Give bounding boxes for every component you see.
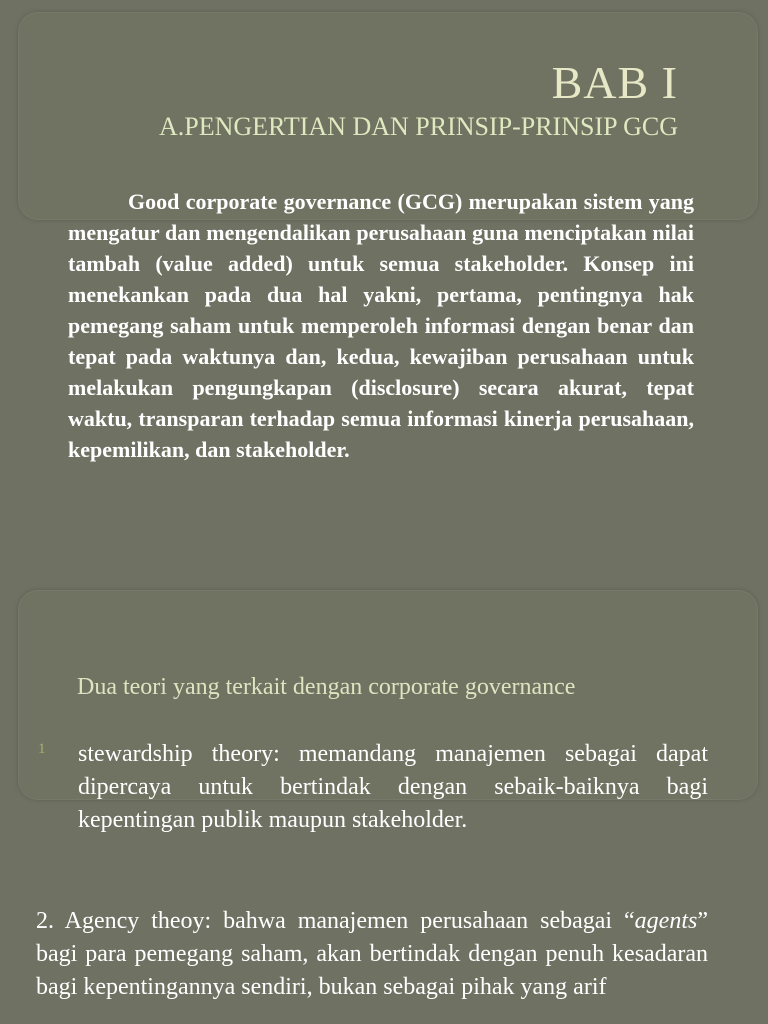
list-marker: 1 xyxy=(38,741,46,757)
agents-term: agents xyxy=(634,908,698,934)
agency-theory-text-end: ” bagi para pemegang saham, akan bertindak dengan penuh kesadaran bagi kepentingannya sendiri, bukan sebagai pihak yang arif xyxy=(36,908,708,1000)
stewardship-theory-item: stewardship theory: memandang manajemen sebagai dapat dipercaya untuk bertindak dengan sebaik-baiknya bagi kepentingan publik maupun stakeholder. xyxy=(78,741,708,833)
section-subtitle: A.PENGERTIAN DAN PRINSIP-PRINSIP GCG xyxy=(159,112,678,141)
theories-heading: Dua teori yang terkait dengan corporate governance xyxy=(77,674,576,700)
chapter-title: BAB I xyxy=(551,57,678,108)
intro-paragraph: Good corporate governance (GCG) merupakan sistem yang mengatur dan mengendalikan perusahaan guna menciptakan nilai tambah (value added) untuk semua stakeholder. Konsep ini menekankan pada dua hal yakni, pertama, pentingnya hak pemegang saham untuk memperoleh informasi dengan benar dan tepat pada waktunya dan, kedua, kewajiban perusahaan untuk melakukan pengungkapan (disclosure) secara akurat, tepat waktu, transparan terhadap semua informasi kinerja perusahaan, kepemilikan, dan stakeholder. xyxy=(68,189,694,462)
agency-theory-text-start: 2. Agency theoy: bahwa manajemen perusahaan sebagai “ xyxy=(36,908,635,934)
agency-theory-item xyxy=(36,905,708,1004)
